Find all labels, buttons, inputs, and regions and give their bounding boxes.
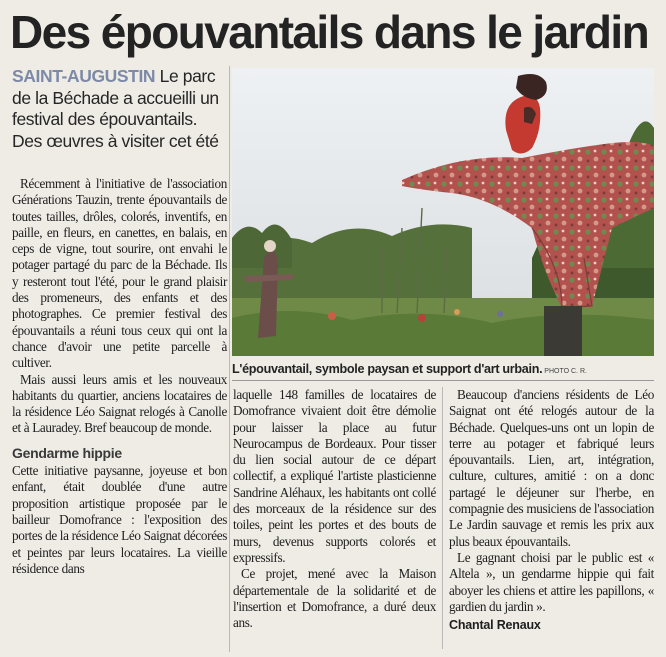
scarecrow-image (232, 68, 654, 356)
lead-text: Le parc de la Béchade a accueilli un festival des épouvantails. Des œuvres à visiter cet été (12, 66, 219, 151)
author-byline: Chantal Renaux (449, 618, 541, 633)
body-paragraph: Le gagnant choisi par le public est « Altela », un gendarme hippie qui fait aboyer les chiens et attire les papillons, « gardien du jardin ». (449, 549, 654, 614)
body-paragraph: Récemment à l'initiative de l'association Générations Tauzin, trente épouvantails de toutes tailles, drôles, colorés, inventifs, en paille, en fleurs, en canettes, en balais, en ceps de vigne, tout sourire, ont envahi le potager partagé du parc de la Béchade. Ils y resteront tout l'été, pour le grand plaisir des promeneurs, des enfants et des photographes. Ce premier festival des épouvantails a réuni tous ceux qui ont la chance d'avoir une petite parcelle à cultiver. (12, 176, 227, 371)
body-paragraph: laquelle 148 familles de locataires de Domofrance vivaient doit être démolie pour laisser la place au futur Neurocampus de Bordeaux. Pour tisser du lien social autour de ce départ collectif, a expliqué l'artiste plasticienne Sandrine Aléhaux, les habitants ont collé des morceaux de la résidence sur des toiles, peint les portes et des bouts de murs, devenus supports colorés et expressifs. (233, 387, 436, 565)
caption-divider (232, 380, 654, 381)
column-divider (442, 387, 443, 649)
photo-credit: PHOTO C. R. (544, 368, 587, 375)
article-column-3 (449, 387, 654, 633)
article-column-2 (233, 387, 436, 631)
subheading: Gendarme hippie (12, 444, 122, 461)
scarecrow-photo (232, 68, 654, 356)
lead-paragraph (12, 66, 227, 152)
body-paragraph: Ce projet, mené avec la Maison départementale de la solidarité et de l'insertion et Domofrance, a duré deux ans. (233, 566, 436, 631)
column-divider (229, 66, 230, 652)
body-paragraph: Beaucoup d'anciens résidents de Léo Saignat ont été relogés autour de la Béchade. Quelques-uns ont un lopin de terre au potager et fabriqué leurs épouvantails. Lien, art, intégration, culture, cultures, amitié : on a donc partagé le déjeuner sur l'herbe, en compagnie des musiciens de l'association Le Jardin sauvage et remis les prix aux plus beaux épouvantails. (449, 387, 654, 549)
body-paragraph: Cette initiative paysanne, joyeuse et bon enfant, était doublée d'une autre proposition artistique proposée par le bailleur Domofrance : l'exposition des portes de la résidence Léo Saignat décorées et peintes par leurs locataires. La vieille résidence dans (12, 463, 227, 576)
headline: Des épouvantails dans le jardin (10, 6, 649, 58)
article-column-1 (12, 176, 227, 577)
caption-text: L'épouvantail, symbole paysan et support d'art urbain. (232, 362, 543, 376)
location-kicker: SAINT-AUGUSTIN (12, 66, 156, 86)
photo-caption (232, 359, 664, 379)
body-paragraph: Mais aussi leurs amis et les nouveaux habitants du quartier, anciens locataires de la résidence Léo Saignat relogés à Canolle et à Lauradey. Bref beaucoup de monde. (12, 371, 227, 436)
